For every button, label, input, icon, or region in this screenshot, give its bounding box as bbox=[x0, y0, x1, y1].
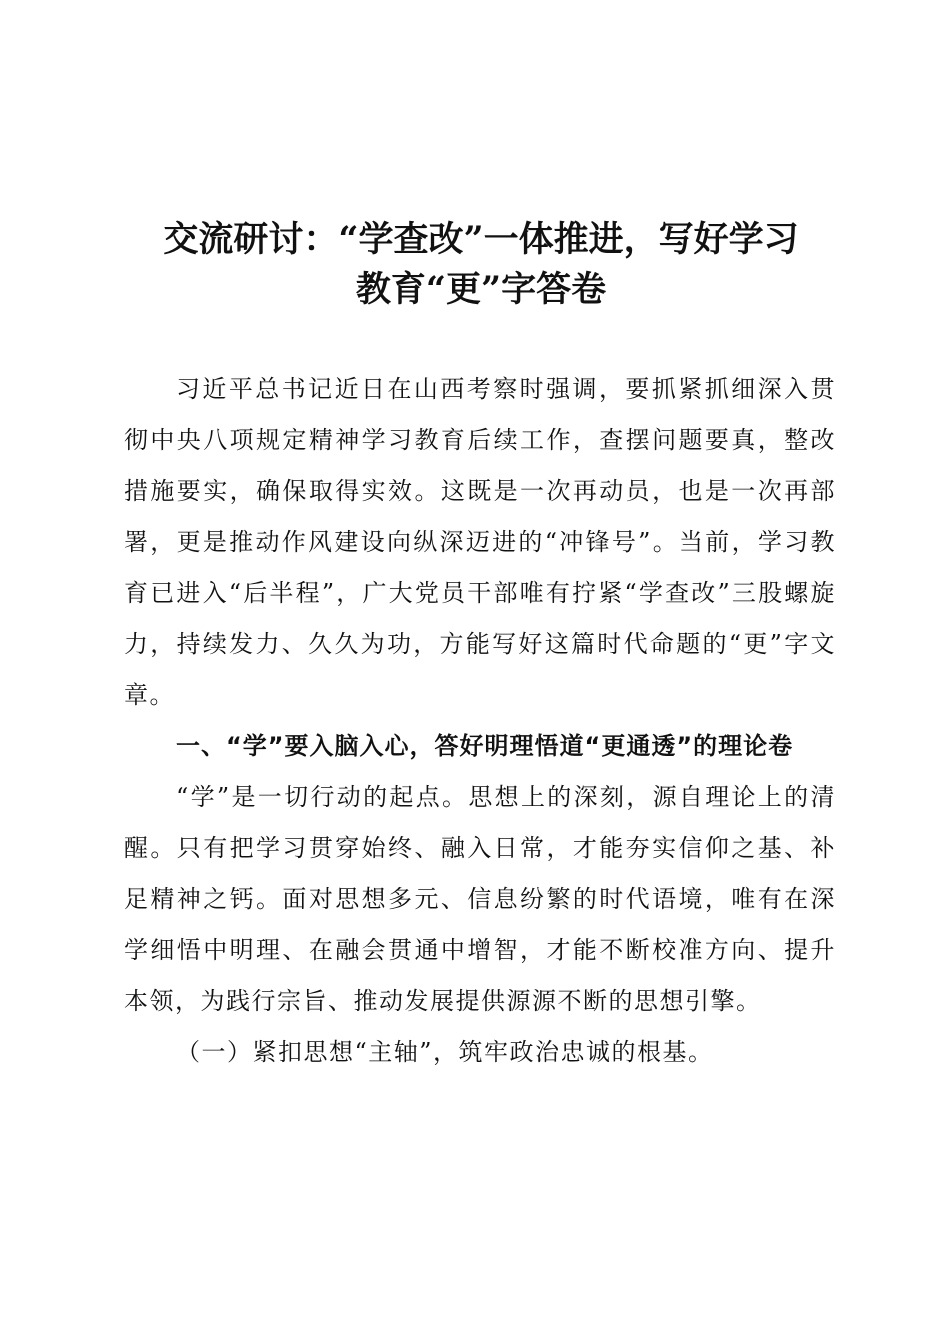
section-1-heading: 一、“学”要入脑入心，答好明理悟道“更通透”的理论卷 bbox=[176, 732, 794, 760]
document-title-line-2: 教育“更”字答卷 bbox=[355, 269, 607, 310]
intro-paragraph: 习近平总书记近日在山西考察时强调，要抓紧抓细深入贯彻中央八项规定精神学习教育后续工作，查摆问题要真，整改措施要实，确保取得实效。这既是一次再动员，也是一次再部署，更是推动作风建设向纵深迈进的“冲锋号”。当前，学习教育已进入“后半程”，广大党员干部唯有拧紧“学查改”三股螺旋力，持续发力、久久为功，方能写好这篇时代命题的“更”字文章。 bbox=[124, 375, 836, 709]
document-body bbox=[124, 364, 836, 1078]
section-1-paragraph: “学”是一切行动的起点。思想上的深刻，源自理论上的清醒。只有把学习贯穿始终、融入日常，才能夯实信仰之基、补足精神之钙。面对思想多元、信息纷繁的时代语境，唯有在深学细悟中明理、在融会贯通中增智，才能不断校准方向、提升本领，为践行宗旨、推动发展提供源源不断的思想引擎。 bbox=[124, 783, 836, 1015]
subsection-1-heading: （一）紧扣思想“主轴”，筑牢政治忠诚的根基。 bbox=[176, 1038, 714, 1066]
document-title-line-1: 交流研讨：“学查改”一体推进，写好学习 bbox=[163, 219, 799, 260]
